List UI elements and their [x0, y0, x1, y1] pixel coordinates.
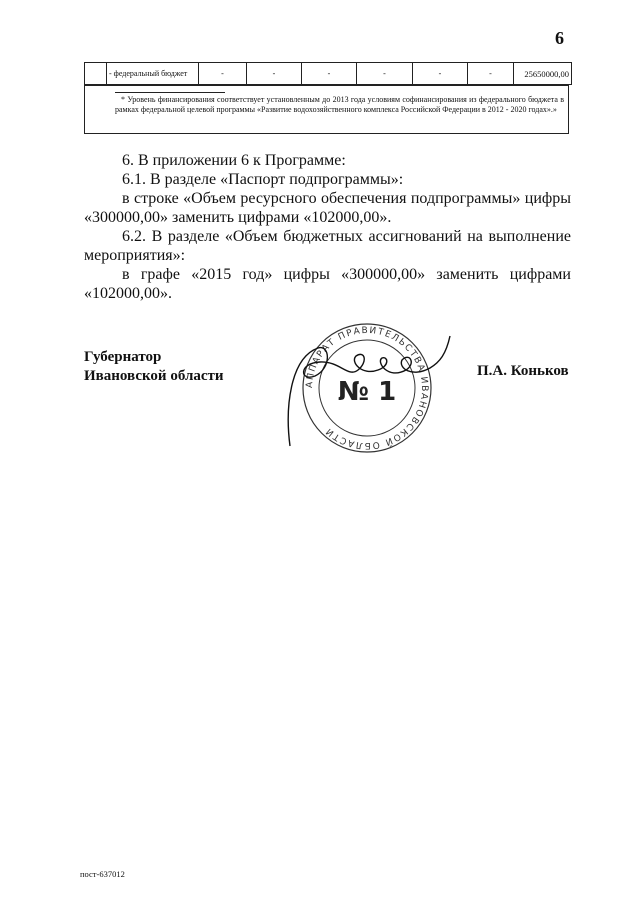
table-row — [85, 63, 572, 85]
table-cell-total: 25650000,00 — [514, 63, 572, 85]
paragraph-6-1: 6.1. В разделе «Паспорт подпрограммы»: — [122, 171, 404, 188]
footnote-text: * Уровень финансирования соответствует установленным до 2013 года условиям софинансирования из федерального бюджета в рамках федеральной целевой программы «Развитие водохозяйственного комплекса Российской Федерации в 2012 - 2020 годах».» — [115, 95, 564, 114]
table-cell-dash: - — [302, 63, 357, 85]
table-cell-dash: - — [247, 63, 302, 85]
signer-name: П.А. Коньков — [477, 363, 569, 379]
seal-ring-text: АППАРАТ ПРАВИТЕЛЬСТВА ИВАНОВСКОЙ ОБЛАСТИ — [304, 325, 430, 451]
paragraph-6-1-text: в строке «Объем ресурсного обеспечения подпрограммы» цифры «300000,00» заменить цифрами «102000,00». — [84, 190, 571, 226]
document-body — [84, 151, 571, 303]
seal-number: № 1 — [337, 377, 397, 407]
paragraph-6-2: 6.2. В разделе «Объем бюджетных ассигнований на выполнение мероприятия»: — [84, 228, 571, 264]
document-number: пост-637012 — [80, 869, 125, 879]
paragraph-6-2-text: в графе «2015 год» цифры «300000,00» заменить цифрами «102000,00». — [84, 266, 571, 302]
table-cell-dash: - — [357, 63, 413, 85]
table-cell-empty — [85, 63, 107, 85]
footnote-rule — [115, 92, 225, 93]
signer-position-line1: Губернатор — [84, 349, 162, 365]
table-cell-dash: - — [199, 63, 247, 85]
footnote-box — [84, 85, 569, 134]
official-seal-and-signature — [270, 318, 470, 458]
paragraph-6: 6. В приложении 6 к Программе: — [122, 152, 346, 169]
table-cell-dash: - — [468, 63, 514, 85]
budget-table — [84, 62, 572, 85]
signer-position-line2: Ивановской области — [84, 368, 224, 384]
table-cell-dash: - — [413, 63, 468, 85]
table-row-label: - федеральный бюджет — [107, 63, 199, 85]
signer-position — [84, 348, 224, 386]
seal-stamp — [303, 324, 431, 452]
page-number: 6 — [555, 28, 564, 48]
